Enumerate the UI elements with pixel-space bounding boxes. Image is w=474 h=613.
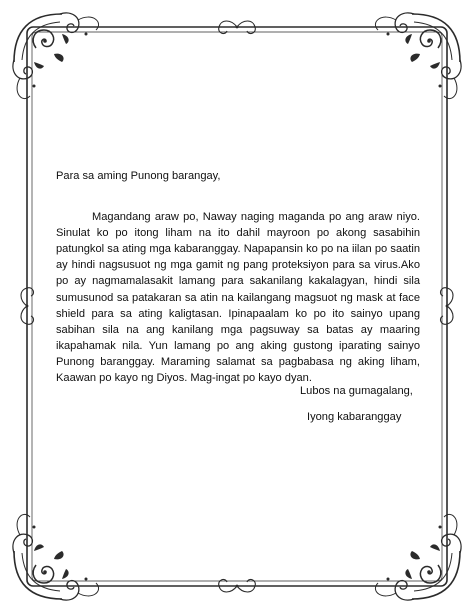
letter-body: Magandang araw po, Naway naging maganda po ang araw niyo. Sinulat ko po itong liham na ito dahil mayroon po akong sasabihin patungkol sa ating mga kabaranggay. Napapansin ko po na iilan po saatin ay hindi nagsusuot ng mga gamit ng pang proteksiyon para sa virus.Ako po ay nagmamalasakit lamang para sakanilang kakalagyan, hindi sila sumusunod sa patakaran sa atin na kailangang magsuot ng mask at face shield para sa ating kaligtasan. Ipinapaalam ko po ito sainyo upang sabihan sila na ang kanilang mga pagsuway sa batas ay maaring ikapahamak nila. Yun lamang po ang aking gustong iparating sainyo Punong baranggay. Maraming salamat sa pagbabasa ng aking liham, Kaawan po kayo ng Diyos. Mag-ingat po kayo dyan. <box>56 211 420 385</box>
closing-block <box>300 383 413 425</box>
signature-line: Iyong kabaranggay <box>307 411 402 423</box>
closing-line: Lubos na gumagalang, <box>300 385 413 397</box>
salutation: Para sa aming Punong barangay, <box>56 170 221 182</box>
letter-content <box>56 168 420 386</box>
